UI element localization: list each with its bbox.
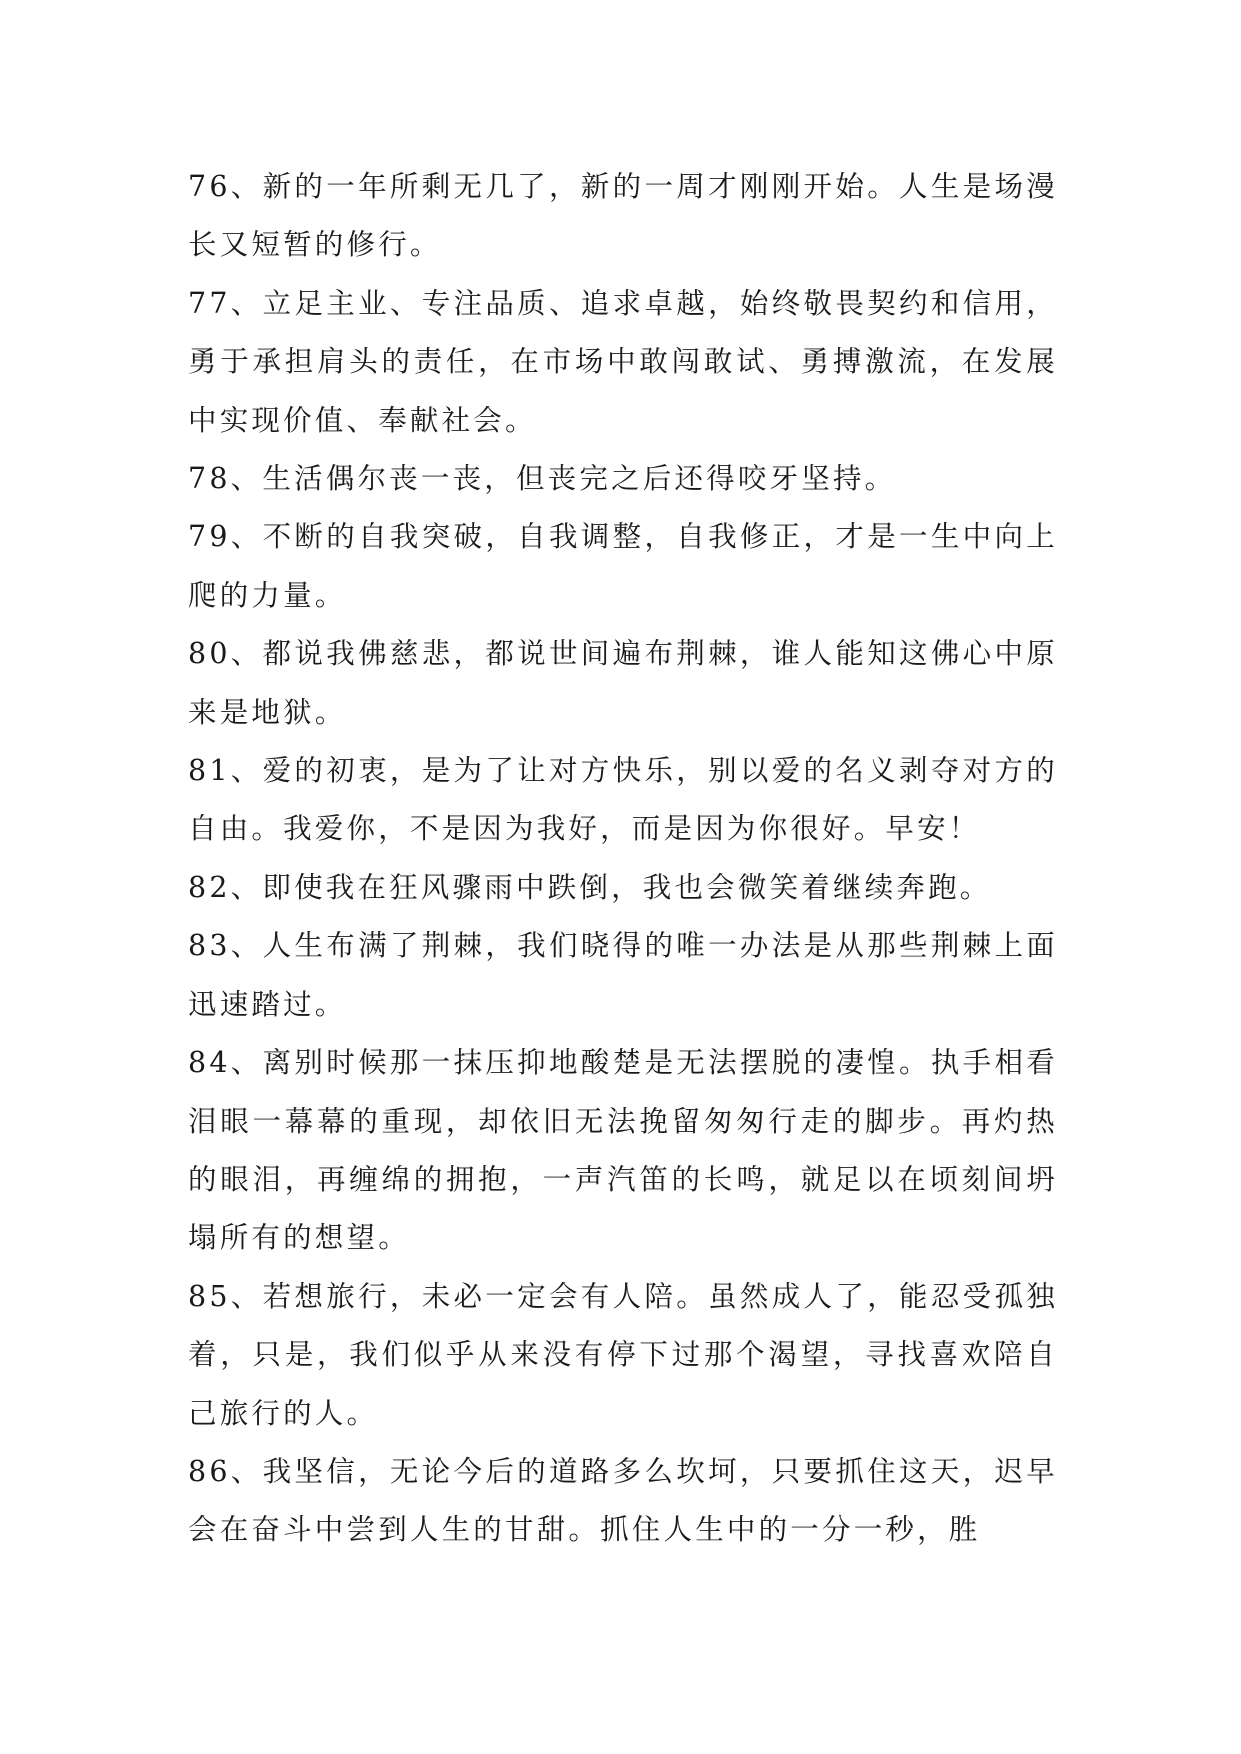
list-item-83: 83、人生布满了荆棘，我们晓得的唯一办法是从那些荆棘上面迅速踏过。: [188, 929, 1058, 1021]
list-item-77: 77、立足主业、专注品质、追求卓越，始终敬畏契约和信用，勇于承担肩头的责任，在市场中敢闯敢试、勇搏激流，在发展中实现价值、奉献社会。: [188, 286, 1058, 437]
list-item-86: 86、我坚信，无论今后的道路多么坎坷，只要抓住这天，迟早会在奋斗中尝到人生的甘甜。抓住人生中的一分一秒，胜: [188, 1454, 1058, 1547]
list-item-79: 79、不断的自我突破，自我调整，自我修正，才是一生中向上爬的力量。: [188, 520, 1058, 612]
list-item-84: 84、离别时候那一抹压抑地酸楚是无法摆脱的凄惶。执手相看泪眼一幕幕的重现，却依旧无法挽留匆匆行走的脚步。再灼热的眼泪，再缠绵的拥抱，一声汽笛的长鸣，就足以在顷刻间坍塌所有的想望。: [188, 1046, 1058, 1255]
list-item-85: 85、若想旅行，未必一定会有人陪。虽然成人了，能忍受孤独着，只是，我们似乎从来没有停下过那个渴望，寻找喜欢陪自己旅行的人。: [188, 1279, 1058, 1430]
document-body: [188, 158, 1058, 1560]
list-item-76: 76、新的一年所剩无几了，新的一周才刚刚开始。人生是场漫长又短暂的修行。: [188, 170, 1058, 262]
list-item-78: 78、生活偶尔丧一丧，但丧完之后还得咬牙坚持。: [188, 462, 897, 496]
list-item-81: 81、爱的初衷，是为了让对方快乐，别以爱的名义剥夺对方的自由。我爱你，不是因为我好，而是因为你很好。早安！: [188, 754, 1058, 846]
list-item-82: 82、即使我在狂风骤雨中跌倒，我也会微笑着继续奔跑。: [188, 870, 992, 904]
list-item-80: 80、都说我佛慈悲，都说世间遍布荆棘，谁人能知这佛心中原来是地狱。: [188, 637, 1058, 729]
